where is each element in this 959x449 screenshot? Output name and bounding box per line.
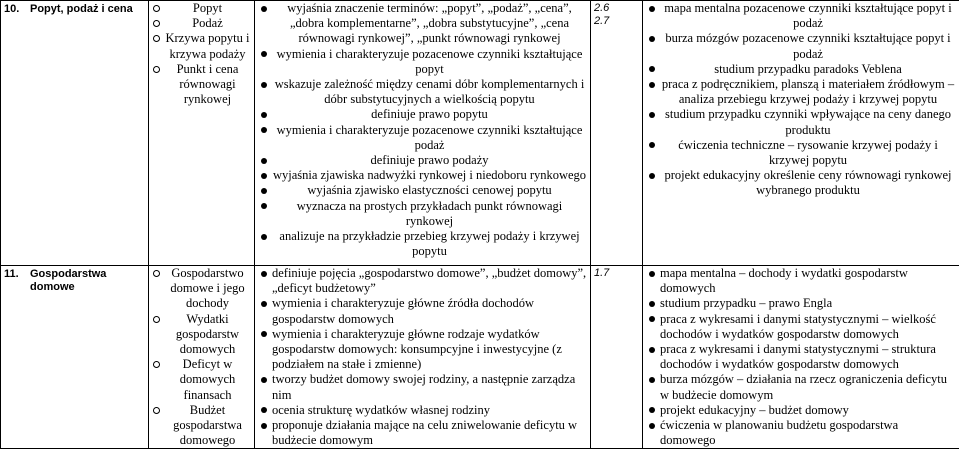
lesson-number-title-cell [1,266,149,449]
curriculum-code: 2.6 [594,2,639,15]
topic-item: Gospodarstwo domowe i jego dochody [152,266,251,312]
topic-item: Krzywa popytu i krzywa podaży [152,31,251,61]
table-row [1,1,959,266]
codes-cell [591,266,643,449]
topics-list [152,266,251,448]
objective-item: wymienia i charakteryzuje główne źródła dochodów gospodarstw domowych [258,296,587,326]
objective-item: definiuje prawo popytu [258,107,587,122]
lesson-title: Popyt, podaż i cena [30,3,133,15]
objective-item: definiuje pojęcia „gospodarstwo domowe”, „budżet domowy”, „deficyt budżetowy” [258,266,587,296]
objective-item: wyjaśnia znaczenie terminów: „popyt”, „podaż”, „cena”, „dobra komplementarne”, „dobra substytucyjne”, „cena równowagi rynkowej”, „punkt równowagi rynkowej [258,1,587,47]
objectives-cell [255,1,591,266]
topics-cell [149,266,255,449]
topic-item: Popyt [152,1,251,16]
method-item: burza mózgów – działania na rzecz ograniczenia deficytu w budżecie domowym [646,372,956,402]
curriculum-code: 2.7 [594,15,639,28]
method-item: ćwiczenia w planowaniu budżetu gospodarstwa domowego [646,418,956,448]
objectives-list [258,1,587,259]
topics-cell [149,1,255,266]
topic-item: Punkt i cena równowagi rynkowej [152,62,251,108]
objective-item: wyznacza na prostych przykładach punkt równowagi rynkowej [258,199,587,229]
codes-list [594,267,639,280]
method-item: projekt edukacyjny określenie ceny równowagi rynkowej wybranego produktu [646,168,956,198]
method-item: studium przypadku – prawo Engla [646,296,956,311]
objective-item: wymienia i charakteryzuje główne rodzaje wydatków gospodarstw domowych: konsumpcyjne i inwestycyjne (z podziałem na stałe i zmienne) [258,327,587,373]
methods-cell [643,266,959,449]
lesson-number-title-cell [1,1,149,266]
topic-item: Deficyt w domowych finansach [152,357,251,403]
topic-item: Podaż [152,16,251,31]
objectives-list [258,266,587,448]
topic-item: Budżet gospodarstwa domowego [152,403,251,449]
objective-item: wymienia i charakteryzuje pozacenowe czynniki kształtujące popyt [258,47,587,77]
objective-item: proponuje działania mające na celu zniwelowanie deficytu w budżecie domowym [258,418,587,448]
methods-list [646,266,956,448]
lesson-title: Gospodarstwa domowe [30,268,100,294]
method-item: ćwiczenia techniczne – rysowanie krzywej podaży i krzywej popytu [646,138,956,168]
codes-cell [591,1,643,266]
method-item: mapa mentalna pozacenowe czynniki kształtujące popyt i podaż [646,1,956,31]
objective-item: wymienia i charakteryzuje pozacenowe czynniki kształtujące podaż [258,123,587,153]
method-item: studium przypadku czynniki wpływające na ceny danego produktu [646,107,956,137]
method-item: praca z podręcznikiem, planszą i materiałem źródłowym – analiza przebiegu krzywej podaży i krzywej popytu [646,77,956,107]
methods-cell [643,1,959,266]
objective-item: wskazuje zależność między cenami dóbr komplementarnych i dóbr substytucyjnych a wielkością popytu [258,77,587,107]
lesson-number: 11. [4,268,30,294]
objective-item: analizuje na przykładzie przebieg krzywej podaży i krzywej popytu [258,229,587,259]
topics-list [152,1,251,107]
codes-list [594,2,639,27]
objective-item: ocenia strukturę wydatków własnej rodziny [258,403,587,418]
table-row [1,266,959,449]
objective-item: wyjaśnia zjawiska nadwyżki rynkowej i niedoboru rynkowego [258,168,587,183]
method-item: studium przypadku paradoks Veblena [646,62,956,77]
objective-item: definiuje prawo podaży [258,153,587,168]
topic-item: Wydatki gospodarstw domowych [152,312,251,358]
method-item: projekt edukacyjny – budżet domowy [646,403,956,418]
method-item: mapa mentalna – dochody i wydatki gospodarstw domowych [646,266,956,296]
objective-item: tworzy budżet domowy swojej rodziny, a następnie zarządza nim [258,372,587,402]
method-item: praca z wykresami i danymi statystycznymi – wielkość dochodów i wydatków gospodarstw domowych [646,312,956,342]
objectives-cell [255,266,591,449]
curriculum-code: 1.7 [594,267,639,280]
methods-list [646,1,956,199]
method-item: praca z wykresami i danymi statystycznymi – struktura dochodów i wydatków gospodarstw domowych [646,342,956,372]
lesson-number: 10. [4,3,30,16]
method-item: burza mózgów pozacenowe czynniki kształtujące popyt i podaż [646,31,956,61]
objective-item: wyjaśnia zjawisko elastyczności cenowej popytu [258,183,587,198]
